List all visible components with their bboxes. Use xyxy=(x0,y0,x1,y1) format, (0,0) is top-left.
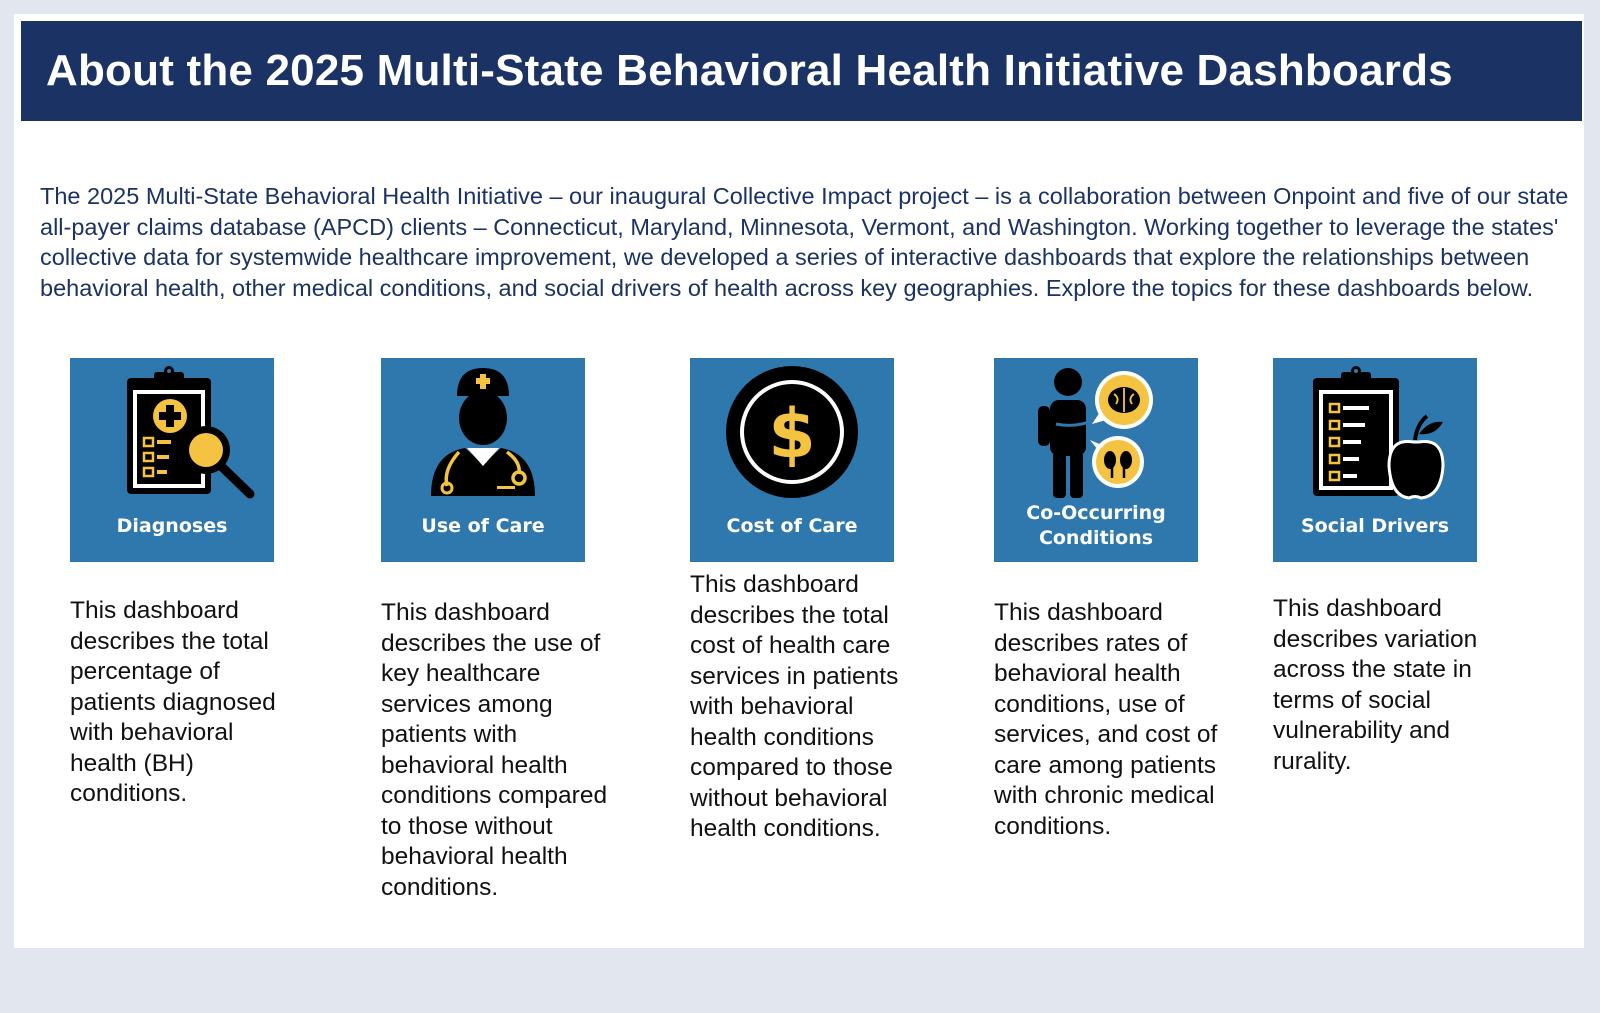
tile-label-social-drivers: Social Drivers xyxy=(1300,515,1450,537)
tile-label-co-occurring-line2: Conditions xyxy=(1038,527,1154,549)
tile-diagnoses[interactable] xyxy=(70,358,274,562)
dashboard-card-cost-of-care[interactable] xyxy=(690,358,926,842)
description-use-of-care: This dashboard describes the use of key healthcare services among patients with behavioral health conditions compared to those without behavioral health conditions. xyxy=(381,599,608,901)
tile-cost-of-care[interactable] xyxy=(690,358,894,562)
description-diagnoses: This dashboard describes the total percentage of patients diagnosed with behavioral health (BH) conditions. xyxy=(70,597,276,807)
intro-paragraph: The 2025 Multi-State Behavioral Health Initiative – our inaugural Collective Impact project – is a collaboration between Onpoint and five of our state all-payer claims database (APCD) clients – Connecticut, Maryland, Minnesota, Vermont, and Washington. Working together to leverage the states' collective data for systemwide healthcare improvement, we developed a series of interactive dashboards that explore the relationships between behavioral health, other medical conditions, and social drivers of health across key geographies. Explore the topics for these dashboards below. xyxy=(40,183,1569,301)
tile-label-co-occurring-line1: Co-Occurring xyxy=(1026,502,1166,524)
tile-label-use-of-care: Use of Care xyxy=(421,515,545,537)
description-cost-of-care: This dashboard describes the total cost of health care services in patients with behavioral health conditions compared to those without behavioral health conditions. xyxy=(690,571,899,842)
tile-social-drivers[interactable] xyxy=(1273,358,1477,562)
dashboard-card-use-of-care[interactable] xyxy=(381,358,617,901)
dashboard-card-diagnoses[interactable] xyxy=(70,358,306,807)
tile-label-cost-of-care: Cost of Care xyxy=(726,515,858,537)
description-co-occurring-conditions: This dashboard describes rates of behavioral health conditions, use of services, and cost of care among patients with chronic medical conditions. xyxy=(994,599,1218,840)
tile-co-occurring-conditions[interactable] xyxy=(994,358,1198,562)
tile-use-of-care[interactable] xyxy=(381,358,585,562)
header-banner xyxy=(21,21,1582,121)
dashboard-card-co-occurring-conditions[interactable] xyxy=(994,358,1230,840)
description-social-drivers: This dashboard describes variation across the state in terms of social vulnerability and rurality. xyxy=(1273,595,1478,775)
svg-text:$: $ xyxy=(768,395,816,474)
page-title: About the 2025 Multi-State Behavioral Health Initiative Dashboards xyxy=(46,46,1453,95)
page xyxy=(14,14,1584,948)
dashboard-card-social-drivers[interactable] xyxy=(1273,358,1509,775)
tile-label-diagnoses: Diagnoses xyxy=(116,515,228,537)
